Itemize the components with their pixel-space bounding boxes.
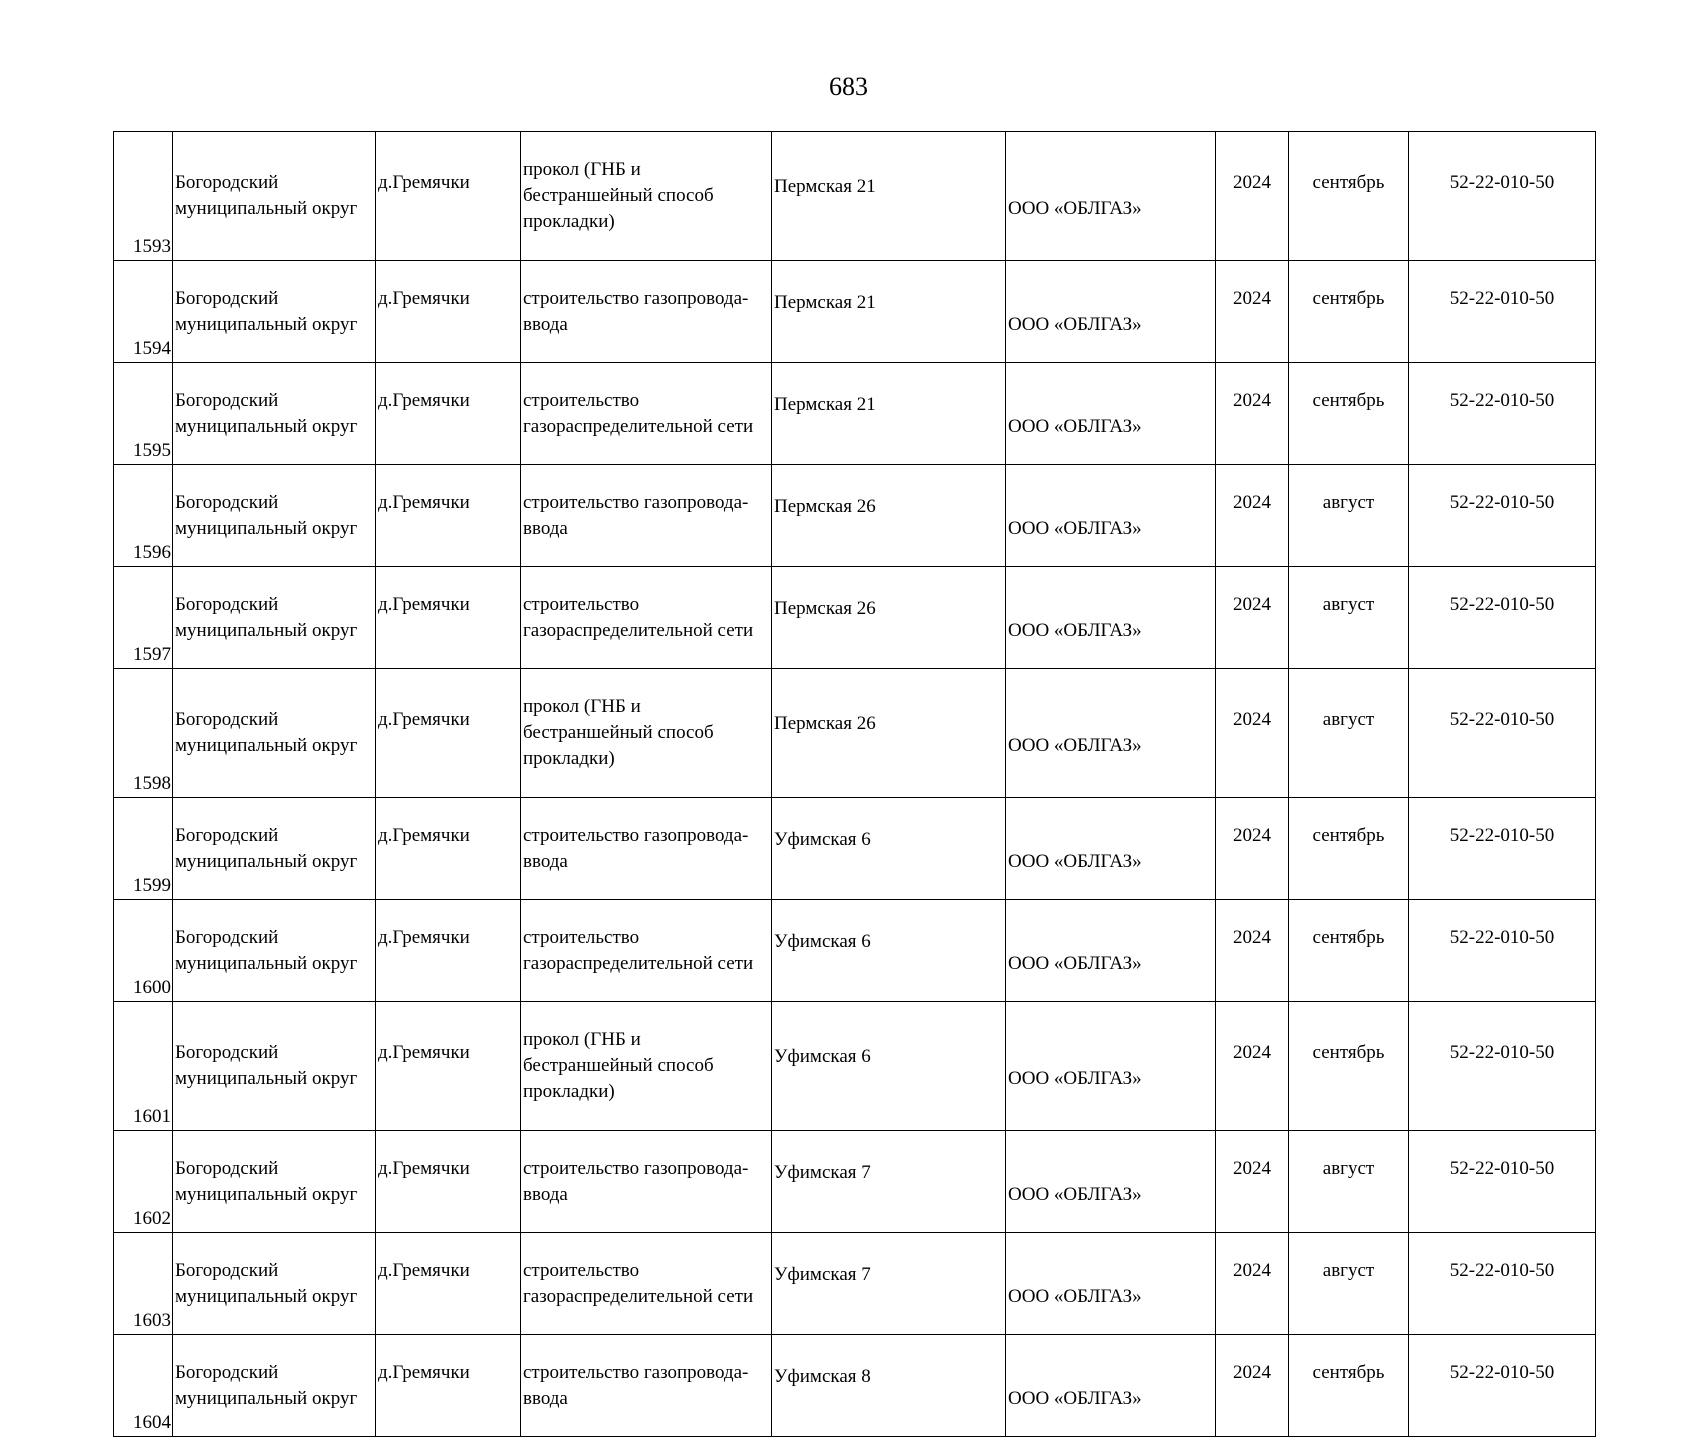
month-cell: сентябрь: [1289, 1002, 1409, 1131]
code-cell: 52-22-010-50: [1409, 261, 1596, 363]
row-number: 1593: [114, 132, 173, 261]
address-cell: Пермская 26: [772, 669, 1006, 798]
organization-cell: ООО «ОБЛГАЗ»: [1006, 132, 1216, 261]
address-cell: Уфимская 6: [772, 798, 1006, 900]
district-cell: Богородский муниципальный округ: [173, 1131, 376, 1233]
locality-cell: д.Гремячки: [376, 567, 521, 669]
code-cell: 52-22-010-50: [1409, 363, 1596, 465]
locality-cell: д.Гремячки: [376, 1002, 521, 1131]
organization-cell: ООО «ОБЛГАЗ»: [1006, 363, 1216, 465]
table-row: [114, 1335, 1596, 1437]
month-cell: август: [1289, 465, 1409, 567]
year-cell: 2024: [1216, 900, 1289, 1002]
district-cell: Богородский муниципальный округ: [173, 1233, 376, 1335]
district-cell: Богородский муниципальный округ: [173, 567, 376, 669]
district-cell: Богородский муниципальный округ: [173, 363, 376, 465]
year-cell: 2024: [1216, 363, 1289, 465]
address-cell: Пермская 26: [772, 567, 1006, 669]
year-cell: 2024: [1216, 798, 1289, 900]
work-type-cell: прокол (ГНБ и бестраншейный способ прокладки): [521, 1002, 772, 1131]
address-cell: Уфимская 6: [772, 900, 1006, 1002]
table-row: [114, 900, 1596, 1002]
year-cell: 2024: [1216, 567, 1289, 669]
year-cell: 2024: [1216, 1335, 1289, 1437]
locality-cell: д.Гремячки: [376, 798, 521, 900]
row-number: 1603: [114, 1233, 173, 1335]
month-cell: сентябрь: [1289, 363, 1409, 465]
month-cell: сентябрь: [1289, 1335, 1409, 1437]
year-cell: 2024: [1216, 1002, 1289, 1131]
work-type-cell: строительство газораспределительной сети: [521, 900, 772, 1002]
month-cell: август: [1289, 1233, 1409, 1335]
table-row: [114, 1131, 1596, 1233]
year-cell: 2024: [1216, 1233, 1289, 1335]
organization-cell: ООО «ОБЛГАЗ»: [1006, 465, 1216, 567]
year-cell: 2024: [1216, 261, 1289, 363]
organization-cell: ООО «ОБЛГАЗ»: [1006, 567, 1216, 669]
district-cell: Богородский муниципальный округ: [173, 465, 376, 567]
month-cell: август: [1289, 567, 1409, 669]
address-cell: Пермская 21: [772, 132, 1006, 261]
month-cell: август: [1289, 1131, 1409, 1233]
table-row: [114, 465, 1596, 567]
code-cell: 52-22-010-50: [1409, 1335, 1596, 1437]
address-cell: Уфимская 6: [772, 1002, 1006, 1131]
code-cell: 52-22-010-50: [1409, 1131, 1596, 1233]
address-cell: Пермская 21: [772, 261, 1006, 363]
row-number: 1602: [114, 1131, 173, 1233]
district-cell: Богородский муниципальный округ: [173, 261, 376, 363]
code-cell: 52-22-010-50: [1409, 465, 1596, 567]
locality-cell: д.Гремячки: [376, 465, 521, 567]
code-cell: 52-22-010-50: [1409, 798, 1596, 900]
locality-cell: д.Гремячки: [376, 363, 521, 465]
work-type-cell: строительство газопровода-ввода: [521, 465, 772, 567]
row-number: 1598: [114, 669, 173, 798]
address-cell: Пермская 21: [772, 363, 1006, 465]
code-cell: 52-22-010-50: [1409, 669, 1596, 798]
work-type-cell: строительство газораспределительной сети: [521, 363, 772, 465]
year-cell: 2024: [1216, 669, 1289, 798]
table-row: [114, 132, 1596, 261]
year-cell: 2024: [1216, 465, 1289, 567]
table-row: [114, 669, 1596, 798]
table-body: [114, 132, 1596, 1437]
work-type-cell: строительство газопровода-ввода: [521, 1131, 772, 1233]
table-row: [114, 1233, 1596, 1335]
row-number: 1604: [114, 1335, 173, 1437]
organization-cell: ООО «ОБЛГАЗ»: [1006, 1233, 1216, 1335]
code-cell: 52-22-010-50: [1409, 132, 1596, 261]
work-type-cell: строительство газопровода-ввода: [521, 798, 772, 900]
table-row: [114, 1002, 1596, 1131]
work-type-cell: строительство газопровода-ввода: [521, 261, 772, 363]
row-number: 1595: [114, 363, 173, 465]
row-number: 1601: [114, 1002, 173, 1131]
table-row: [114, 567, 1596, 669]
page-number: 683: [829, 72, 868, 101]
work-type-cell: прокол (ГНБ и бестраншейный способ прокладки): [521, 132, 772, 261]
work-type-cell: строительство газопровода-ввода: [521, 1335, 772, 1437]
locality-cell: д.Гремячки: [376, 900, 521, 1002]
locality-cell: д.Гремячки: [376, 1233, 521, 1335]
gasification-schedule-table: [113, 131, 1596, 1437]
table-row: [114, 363, 1596, 465]
organization-cell: ООО «ОБЛГАЗ»: [1006, 669, 1216, 798]
row-number: 1597: [114, 567, 173, 669]
work-type-cell: прокол (ГНБ и бестраншейный способ прокладки): [521, 669, 772, 798]
organization-cell: ООО «ОБЛГАЗ»: [1006, 798, 1216, 900]
organization-cell: ООО «ОБЛГАЗ»: [1006, 900, 1216, 1002]
district-cell: Богородский муниципальный округ: [173, 1002, 376, 1131]
row-number: 1599: [114, 798, 173, 900]
month-cell: сентябрь: [1289, 261, 1409, 363]
work-type-cell: строительство газораспределительной сети: [521, 567, 772, 669]
year-cell: 2024: [1216, 1131, 1289, 1233]
locality-cell: д.Гремячки: [376, 1335, 521, 1437]
locality-cell: д.Гремячки: [376, 1131, 521, 1233]
address-cell: Уфимская 7: [772, 1233, 1006, 1335]
locality-cell: д.Гремячки: [376, 261, 521, 363]
table-row: [114, 261, 1596, 363]
district-cell: Богородский муниципальный округ: [173, 669, 376, 798]
district-cell: Богородский муниципальный округ: [173, 900, 376, 1002]
row-number: 1596: [114, 465, 173, 567]
work-type-cell: строительство газораспределительной сети: [521, 1233, 772, 1335]
locality-cell: д.Гремячки: [376, 132, 521, 261]
district-cell: Богородский муниципальный округ: [173, 1335, 376, 1437]
row-number: 1594: [114, 261, 173, 363]
month-cell: сентябрь: [1289, 900, 1409, 1002]
district-cell: Богородский муниципальный округ: [173, 798, 376, 900]
organization-cell: ООО «ОБЛГАЗ»: [1006, 1131, 1216, 1233]
code-cell: 52-22-010-50: [1409, 567, 1596, 669]
address-cell: Пермская 26: [772, 465, 1006, 567]
year-cell: 2024: [1216, 132, 1289, 261]
address-cell: Уфимская 8: [772, 1335, 1006, 1437]
locality-cell: д.Гремячки: [376, 669, 521, 798]
address-cell: Уфимская 7: [772, 1131, 1006, 1233]
table-row: [114, 798, 1596, 900]
organization-cell: ООО «ОБЛГАЗ»: [1006, 261, 1216, 363]
month-cell: сентябрь: [1289, 798, 1409, 900]
code-cell: 52-22-010-50: [1409, 1233, 1596, 1335]
code-cell: 52-22-010-50: [1409, 900, 1596, 1002]
organization-cell: ООО «ОБЛГАЗ»: [1006, 1335, 1216, 1437]
district-cell: Богородский муниципальный округ: [173, 132, 376, 261]
organization-cell: ООО «ОБЛГАЗ»: [1006, 1002, 1216, 1131]
code-cell: 52-22-010-50: [1409, 1002, 1596, 1131]
row-number: 1600: [114, 900, 173, 1002]
month-cell: сентябрь: [1289, 132, 1409, 261]
month-cell: август: [1289, 669, 1409, 798]
